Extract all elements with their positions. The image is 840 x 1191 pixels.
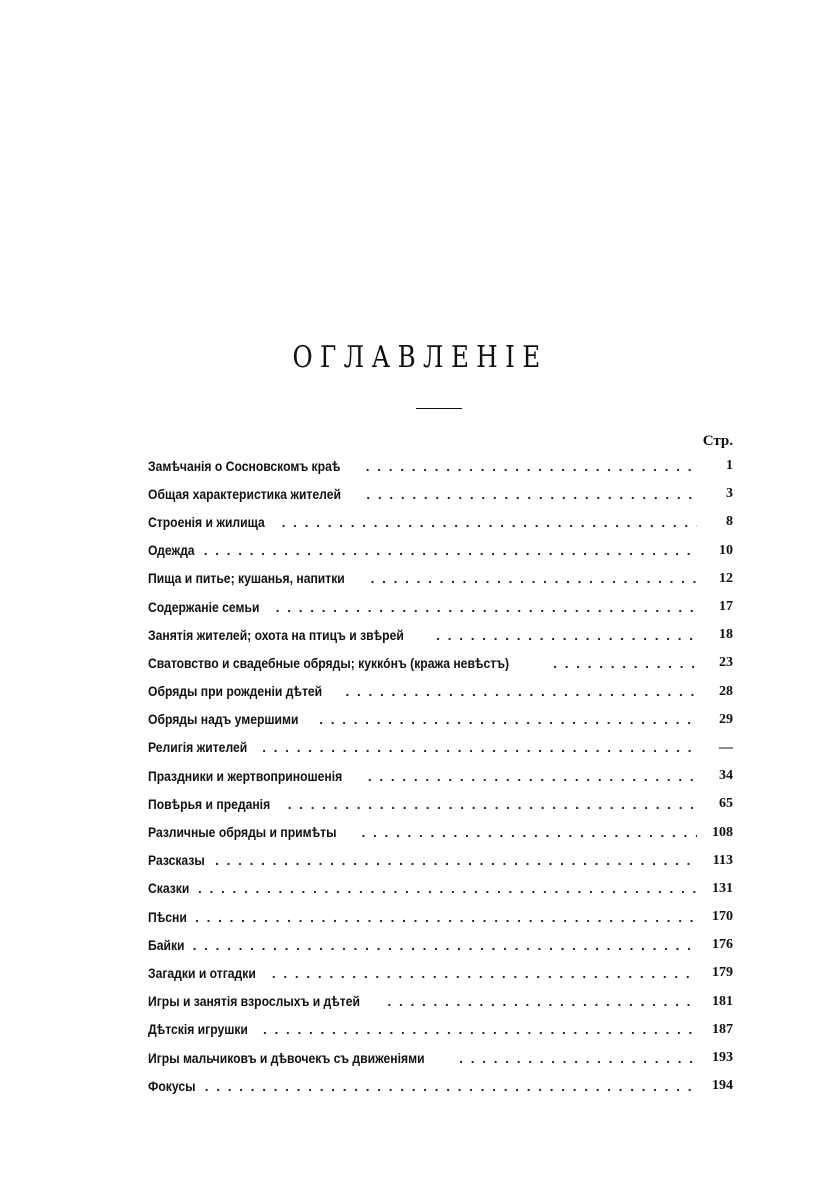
toc-entry (148, 452, 733, 480)
toc-entry-title: Общая характеристика жителей (148, 487, 345, 502)
toc-entry-title: Сказки (148, 881, 193, 896)
dot-leader (204, 543, 697, 558)
toc-entry-page: 17 (719, 599, 733, 615)
toc-entry-page: 113 (712, 852, 733, 868)
toc-entry (148, 593, 733, 621)
dot-leader (205, 1079, 697, 1094)
dot-leader (262, 740, 697, 755)
toc-entry (148, 537, 733, 565)
toc-entry-title: Праздники и жертвоприношенія (148, 769, 346, 784)
toc-entry-title: Одежда (148, 543, 198, 558)
toc-entry-title: Обряды при рожденіи дѣтей (148, 684, 326, 699)
toc-entry-title: Сватовство и свадебные обряды; куккóнъ (кража невѣстъ) (148, 656, 513, 671)
toc-entry-title: Разсказы (148, 853, 208, 868)
dot-leader (263, 1022, 697, 1037)
toc-entry (148, 1044, 733, 1072)
toc-entry-page: 34 (719, 768, 733, 784)
toc-entry-page: 176 (712, 937, 733, 953)
dot-leader (215, 853, 697, 868)
toc-entry-page: 65 (719, 796, 733, 812)
page-column-header: Стр. (702, 433, 733, 449)
toc-entry-title: Замѣчанія о Сосновскомъ краѣ (148, 459, 344, 474)
toc-entry-page: 28 (719, 683, 733, 699)
toc-entry-title: Фокусы (148, 1079, 199, 1094)
toc-entry (148, 931, 733, 959)
toc-entry (148, 988, 733, 1016)
dot-leader (459, 1051, 697, 1066)
toc-entry-page: 8 (726, 514, 733, 530)
toc-entry-page: 18 (719, 627, 733, 643)
toc-entry-title: Содержаніе семьи (148, 600, 263, 615)
dot-leader (345, 684, 697, 699)
dot-leader (361, 825, 697, 840)
toc-entry (148, 790, 733, 818)
dot-leader (388, 994, 697, 1009)
toc-entry-title: Игры и занятія взрослыхъ и дѣтей (148, 994, 364, 1009)
toc-entry-page: 181 (712, 993, 733, 1009)
toc-entry (148, 678, 733, 706)
toc-entry-title: Занятія жителей; охота на птицъ и звѣрей (148, 628, 407, 643)
dot-leader (553, 656, 697, 671)
toc-entry (148, 621, 733, 649)
dot-leader (366, 487, 697, 502)
toc-entry (148, 959, 733, 987)
toc-entry-page: 10 (719, 542, 733, 558)
toc-entry-page: 170 (712, 909, 733, 925)
dot-leader (282, 515, 697, 530)
toc-entry-title: Религія жителей (148, 740, 251, 755)
toc-entry (148, 762, 733, 790)
toc-entry-title: Дѣтскія игрушки (148, 1022, 252, 1037)
toc-entry-title: Игры мальчиковъ и дѣвочекъ съ движеніями (148, 1051, 428, 1066)
toc-entry-page: 179 (712, 965, 733, 981)
toc-entry (148, 508, 733, 536)
dot-leader (319, 712, 697, 727)
toc-entry-page: 3 (726, 486, 733, 502)
dot-leader (436, 628, 697, 643)
dot-leader (368, 769, 697, 784)
toc-entry-title: Строенія и жилища (148, 515, 268, 530)
dot-leader (288, 797, 697, 812)
toc-entry-page: 187 (712, 1021, 733, 1037)
toc-entry (148, 565, 733, 593)
toc-entry-page: 1 (726, 458, 733, 474)
dot-leader (371, 571, 697, 586)
toc-entry (148, 734, 733, 762)
toc-entry (148, 903, 733, 931)
toc-entry (148, 1072, 733, 1100)
toc-entry (148, 1016, 733, 1044)
toc-entry-title: Пища и питье; кушанья, напитки (148, 571, 348, 586)
table-of-contents (148, 452, 733, 1100)
toc-entry-page: 29 (719, 711, 733, 727)
dot-leader (366, 459, 697, 474)
toc-entry-page: 131 (712, 880, 733, 896)
toc-entry-page: 108 (712, 824, 733, 840)
dot-leader (195, 910, 697, 925)
toc-entry (148, 706, 733, 734)
dot-leader (276, 600, 697, 615)
toc-entry-page: 23 (719, 655, 733, 671)
toc-entry (148, 847, 733, 875)
toc-entry-page: — (719, 739, 733, 755)
toc-entry-title: Обряды надъ умершими (148, 712, 302, 727)
toc-entry-page: 194 (712, 1078, 733, 1094)
toc-entry (148, 649, 733, 677)
dot-leader (198, 881, 697, 896)
toc-entry-page: 193 (712, 1050, 733, 1066)
toc-entry-title: Различные обряды и примѣты (148, 825, 340, 840)
title-divider (416, 408, 462, 409)
dot-leader (193, 938, 697, 953)
toc-entry-title: Загадки и отгадки (148, 966, 259, 981)
toc-entry-title: Байки (148, 938, 188, 953)
toc-entry-title: Пѣсни (148, 910, 190, 925)
dot-leader (272, 966, 697, 981)
toc-entry-title: Повѣрья и преданія (148, 797, 274, 812)
toc-entry-page: 12 (719, 570, 733, 586)
toc-entry (148, 875, 733, 903)
toc-entry (148, 480, 733, 508)
toc-entry (148, 818, 733, 846)
page-title: ОГЛАВЛЕНІЕ (292, 340, 548, 375)
